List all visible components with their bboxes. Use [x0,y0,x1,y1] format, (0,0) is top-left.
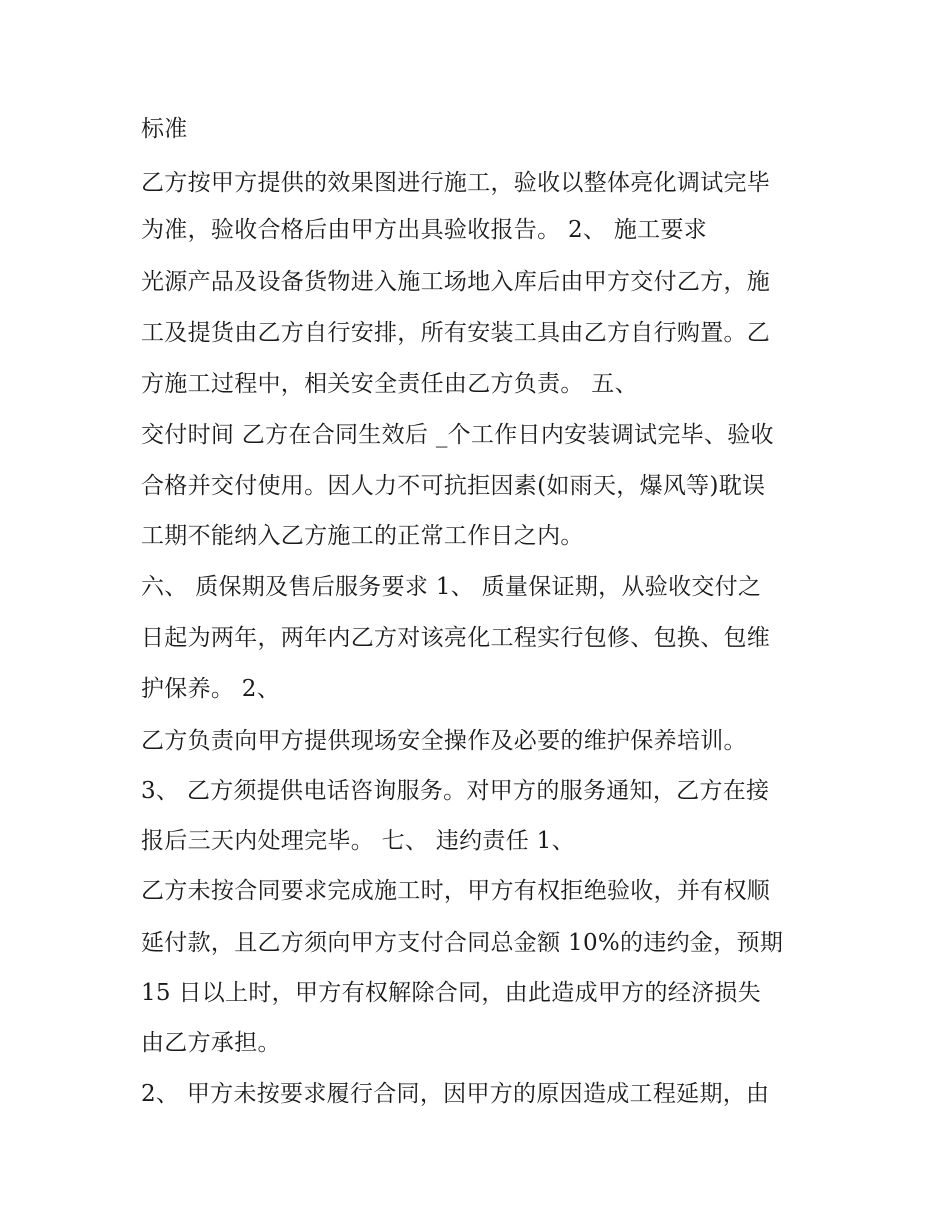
text-line: 标准 [141,116,188,142]
text-line: 由乙方承担。 [141,1030,281,1056]
text-line: 工期不能纳入乙方施工的正常工作日之内。 [141,523,584,549]
text-line: 方施工过程中，相关安全责任由乙方负责。 五、 [141,371,638,397]
text-line: 乙方负责向甲方提供现场安全操作及必要的维护保养培训。 [141,728,747,754]
text-line: 乙方未按合同要求完成施工时，甲方有权拒绝验收，并有权顺 [141,878,771,904]
text-line: 合格并交付使用。因人力不可抗拒因素(如雨天，爆风等)耽误 [141,473,766,499]
text-line: 乙方按甲方提供的效果图进行施工，验收以整体亮化调试完毕 [141,170,771,196]
text-line: 交付时间 乙方在合同生效后 _个工作日内安装调试完毕、验收 [141,422,774,448]
text-line: 2、 甲方未按要求履行合同，因甲方的原因造成工程延期，由 [141,1081,770,1107]
text-line: 工及提货由乙方自行安排，所有安装工具由乙方自行购置。乙 [141,320,771,346]
text-line: 3、 乙方须提供电话咨询服务。对甲方的服务通知，乙方在接 [141,778,770,804]
text-line: 光源产品及设备货物进入施工场地入库后由甲方交付乙方，施 [141,269,771,295]
text-line: 延付款，且乙方须向甲方支付合同总金额 10%的违约金，预期 [141,930,784,956]
text-line: 护保养。 2、 [141,676,281,702]
text-line: 报后三天内处理完毕。 七、 违约责任 1、 [141,828,575,854]
text-line: 15 日以上时，甲方有权解除合同，由此造成甲方的经济损失 [141,980,761,1006]
text-line: 日起为两年，两年内乙方对该亮化工程实行包修、包换、包维 [141,625,771,651]
text-line: 六、 质保期及售后服务要求 1、 质量保证期，从验收交付之 [141,574,762,600]
text-line: 为准，验收合格后由甲方出具验收报告。 2、 施工要求 [141,217,708,243]
